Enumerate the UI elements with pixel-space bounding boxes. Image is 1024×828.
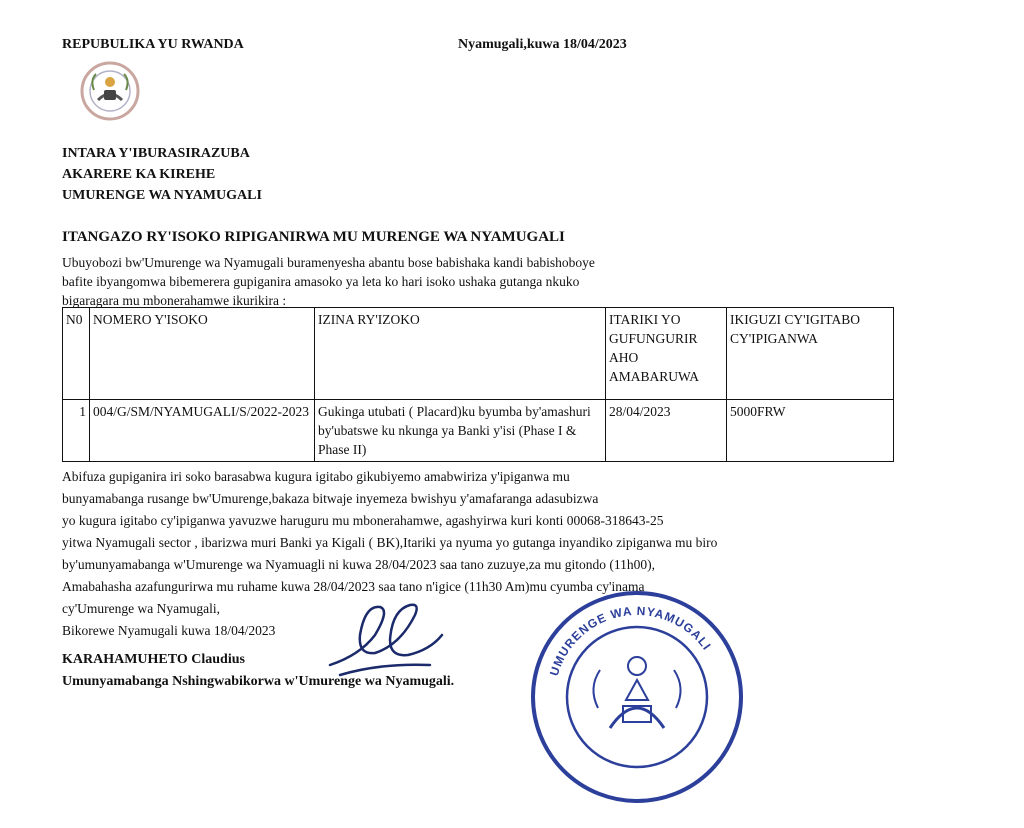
notice-title: ITANGAZO RY'ISOKO RIPIGANIRWA MU MURENGE WA NYAMUGALI [62, 229, 565, 245]
body-line: Amabahasha azafungurirwa mu ruhame kuwa 28/04/2023 saa tano n'igice (11h30 Am)mu cyumba cy'inama [62, 579, 645, 594]
intro-line: Ubuyobozi bw'Umurenge wa Nyamugali buramenyesha abantu bose babishaka kandi babishoboye [62, 255, 595, 270]
province-line: INTARA Y'IBURASIRAZUBA [62, 146, 250, 161]
header-name: IZINA RY'IZOKO [315, 308, 606, 400]
header-price: IKIGUZI CY'IGITABO CY'IPIGANWA [727, 308, 894, 400]
intro-paragraph [62, 253, 762, 310]
table-row [63, 400, 894, 462]
place-date: Nyamugali,kuwa 18/04/2023 [458, 37, 627, 52]
official-stamp [528, 588, 746, 806]
header-no: N0 [63, 308, 90, 400]
header-date: ITARIKI YO GUFUNGURIR AHO AMABARUWA [606, 308, 727, 400]
handwritten-signature [320, 595, 460, 685]
district-line: AKARERE KA KIREHE [62, 167, 216, 182]
cell-name: Gukinga utubati ( Placard)ku byumba by'amashuri by'ubatswe ku nkunga ya Banki y'isi (Phase I & Phase II) [315, 400, 606, 462]
body-line: by'umunyamabanga w'Umurenge wa Nyamuagli ni kuwa 28/04/2023 saa tano zuzuye,za mu gitondo (11h00), [62, 557, 655, 572]
signatory-role: Umunyamabanga Nshingwabikorwa w'Umurenge wa Nyamugali. [62, 674, 455, 689]
intro-line: bafite ibyangomwa bibemerera gupiganira amasoko ya leta ko hari isoko ushaka gutanga nkuko [62, 274, 580, 289]
tender-table [62, 307, 894, 462]
body-line: yitwa Nyamugali sector , ibarizwa muri Banki ya Kigali ( BK),Itariki ya nyuma yo gutanga inyandiko zipiganwa mu biro [62, 535, 718, 550]
cell-price: 5000FRW [727, 400, 894, 462]
intro-line: bigaragara mu mbonerahamwe ikurikira : [62, 293, 287, 308]
cell-date: 28/04/2023 [606, 400, 727, 462]
body-line: Abifuza gupiganira iri soko barasabwa kugura igitabo gikubiyemo amabwiriza y'ipiganwa mu [62, 469, 570, 484]
body-line: Bikorewe Nyamugali kuwa 18/04/2023 [62, 623, 276, 638]
cell-no: 1 [63, 400, 90, 462]
header-number: NOMERO Y'ISOKO [90, 308, 315, 400]
body-line: bunyamabanga rusange bw'Umurenge,bakaza bitwaje inyemeza bwishyu y'amafaranga adasubizwa [62, 491, 599, 506]
signatory-name: KARAHAMUHETO Claudius [62, 652, 245, 667]
body-line: yo kugura igitabo cy'ipiganwa yavuzwe haruguru mu mbonerahamwe, agashyirwa kuri konti 00068-318643-25 [62, 513, 664, 528]
body-line: cy'Umurenge wa Nyamugali, [62, 601, 221, 616]
stamp-text: UMURENGE WA NYAMUGALI [546, 603, 715, 678]
country-header: REPUBULIKA YU RWANDA [62, 37, 244, 52]
rwanda-emblem-icon [74, 60, 146, 122]
cell-number: 004/G/SM/NYAMUGALI/S/2022-2023 [90, 400, 315, 462]
table-header-row [63, 308, 894, 400]
sector-line: UMURENGE WA NYAMUGALI [62, 188, 262, 203]
administrative-block [62, 143, 262, 206]
